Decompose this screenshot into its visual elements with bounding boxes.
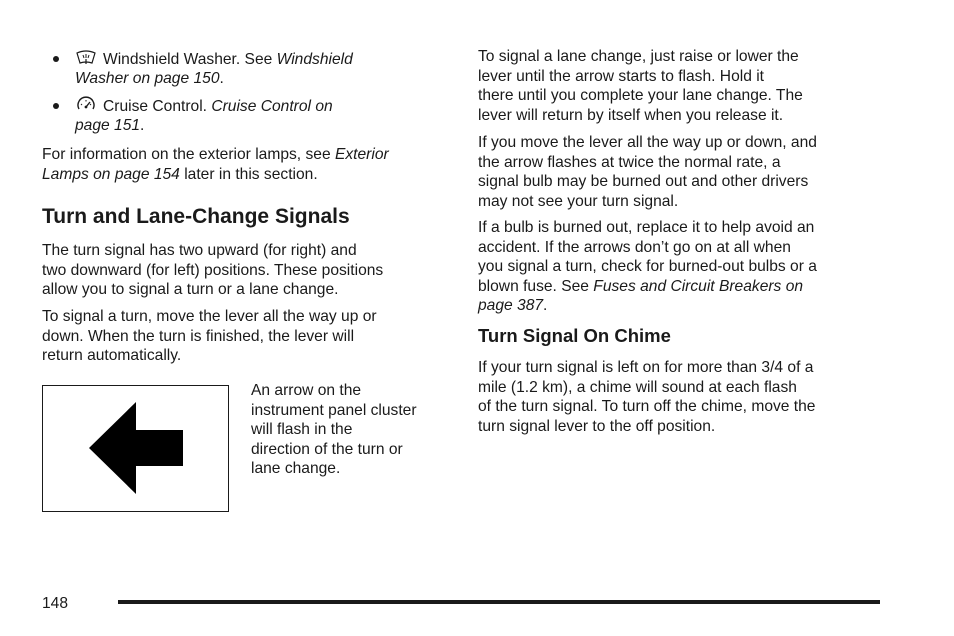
text-line: The turn signal has two upward (for right) and xyxy=(42,242,357,259)
fuses-link[interactable]: Fuses and Circuit Breakers on xyxy=(593,277,804,295)
text-line: of the turn signal. To turn off the chime, move the xyxy=(478,398,816,415)
bullet-link-cont[interactable]: page 151 xyxy=(75,117,141,134)
text-line: To signal a lane change, just raise or lower the xyxy=(478,48,799,65)
text-line: lever until the arrow starts to flash. Hold it xyxy=(478,67,765,85)
section-title: Turn and Lane-Change Signals xyxy=(42,205,350,228)
text-line: two downward (for left) positions. These positions xyxy=(42,261,384,279)
turn-arrow-illustration xyxy=(42,385,229,512)
bullet-dot xyxy=(53,103,59,109)
text-line: blown fuse. See xyxy=(478,277,594,295)
text-line: there until you complete your lane change. The xyxy=(478,87,803,104)
windshield-washer-icon xyxy=(75,49,97,67)
text-line: will flash in the xyxy=(251,421,353,438)
page-number: 148 xyxy=(42,595,69,612)
fuses-after: . xyxy=(543,297,548,314)
text-line: lever will return by itself when you release it. xyxy=(478,106,784,124)
text-line: If you move the lever all the way up or down, and xyxy=(478,134,817,151)
left-arrow-icon xyxy=(43,386,227,510)
text-line: accident. If the arrows don’t go on at all when xyxy=(478,238,791,256)
bullet-dot xyxy=(53,56,59,62)
text-line: down. When the turn is finished, the lever will xyxy=(42,327,355,345)
footer-divider xyxy=(118,600,880,604)
bullet-link[interactable]: Cruise Control on xyxy=(211,98,333,115)
text-line: may not see your turn signal. xyxy=(478,192,679,210)
text-line: allow you to signal a turn or a lane change. xyxy=(42,281,339,298)
text-line: If your turn signal is left on for more than 3/4 of a xyxy=(478,359,814,376)
lane-change-paragraph xyxy=(478,47,878,125)
text-line: signal bulb may be burned out and other drivers xyxy=(478,173,809,190)
bullet-item-windshield-washer xyxy=(42,48,447,90)
text-line: direction of the turn or xyxy=(251,440,403,458)
turn-signal-paragraph xyxy=(42,241,447,300)
text-line: lane change. xyxy=(251,460,341,477)
text-line: instrument panel cluster xyxy=(251,401,417,419)
exterior-lamps-link[interactable]: Exterior xyxy=(334,146,389,163)
burned-bulb-paragraph xyxy=(478,218,878,316)
bullet-item-cruise-control xyxy=(42,95,447,137)
text-line: return automatically. xyxy=(42,347,182,364)
text-line: mile (1.2 km), a chime will sound at each flash xyxy=(478,378,797,396)
cruise-control-icon xyxy=(75,96,97,114)
bullet-text: Cruise Control. xyxy=(103,98,212,115)
bullet-after: . xyxy=(219,70,224,87)
text-line: An arrow on the xyxy=(251,382,362,399)
chime-paragraph xyxy=(478,358,878,436)
exterior-lamps-link-cont[interactable]: Lamps on page 154 xyxy=(42,165,180,183)
bullet-link-cont[interactable]: Washer on page 150 xyxy=(75,70,220,87)
signal-turn-paragraph xyxy=(42,307,447,366)
text-line: the arrow flashes at twice the normal rate, a xyxy=(478,153,781,171)
bullet-after: . xyxy=(140,117,145,134)
exterior-text: For information on the exterior lamps, see xyxy=(42,146,335,163)
arrow-caption xyxy=(251,381,451,479)
bullet-link[interactable]: Windshield xyxy=(276,51,353,68)
double-rate-paragraph xyxy=(478,133,878,211)
subsection-title: Turn Signal On Chime xyxy=(478,325,671,346)
text-line: If a bulb is burned out, replace it to help avoid an xyxy=(478,219,815,236)
exterior-lamps-paragraph xyxy=(42,145,452,184)
exterior-text-cont: later in this section. xyxy=(179,165,318,183)
fuses-link-cont[interactable]: page 387 xyxy=(478,297,544,314)
text-line: you signal a turn, check for burned-out bulbs or a xyxy=(478,258,817,275)
bullet-text: Windshield Washer. See xyxy=(103,51,277,68)
text-line: turn signal lever to the off position. xyxy=(478,417,716,435)
text-line: To signal a turn, move the lever all the way up or xyxy=(42,308,377,325)
